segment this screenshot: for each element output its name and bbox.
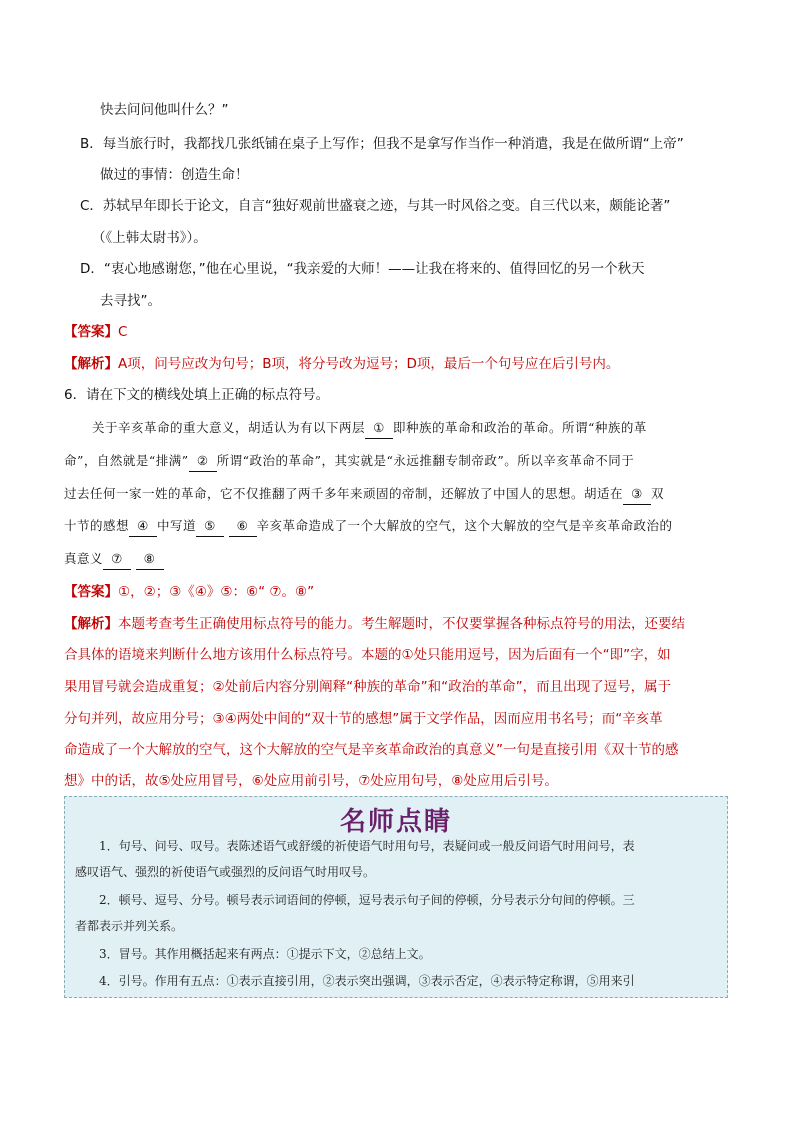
blank-7: ⑦ — [103, 549, 131, 570]
passage-text: 关于辛亥革命的重大意义，胡适认为有以下两层 — [92, 420, 366, 435]
option-b-line2: 做过的事情：创造生命！ — [100, 167, 249, 183]
passage-text: 双 — [651, 486, 665, 501]
passage-line-2 — [64, 451, 634, 472]
q6-analysis-line2: 合具体的语境来判断什么地方该用什么标点符号。本题的①处只能用逗号，因为后面有一个“即”字，如 — [64, 647, 671, 663]
tips-title: 名师点睛 — [339, 807, 452, 837]
analysis-text: A项，问号应改为句号；B项，将分号改为逗号；D项，最后一个句号应在后引号内。 — [118, 356, 620, 372]
analysis-tag: 【解析】 — [64, 616, 118, 632]
passage-text: 中写道 — [157, 518, 197, 533]
option-c-line1: C．苏轼早年即长于论文，自言“独好观前世盛衰之迹，与其一时风俗之变。自三代以来，颇能论著” — [80, 198, 671, 214]
analysis-tag: 【解析】 — [64, 356, 118, 372]
option-d-line1: D．“衷心地感谢您，”他在心里说，“我亲爱的大师！——让我在将来的、值得回忆的另一个秋天 — [80, 261, 645, 277]
answer-value: C — [118, 324, 128, 340]
q6-analysis-line3: 果用冒号就会造成重复；②处前后内容分别阐释“种族的革命”和“政治的革命”，而且出现了逗号，属于 — [64, 679, 672, 695]
passage-text: 真意义 — [64, 551, 104, 566]
q6-analysis-line6: 想》中的话，故⑤处应用冒号，⑥处应用前引号，⑦处应用句号，⑧处应用后引号。 — [64, 773, 558, 789]
q6-analysis-line4: 分句并列，故应用分号；③④两处中间的“双十节的感想”属于文学作品，因而应用书名号；而“辛亥革 — [64, 711, 663, 727]
passage-text: 所谓“政治的革命”，其实就是“永远推翻专制帝政”。所以辛亥革命不同于 — [216, 453, 635, 468]
blank-4: ④ — [129, 516, 157, 537]
analysis-text: 本题考查考生正确使用标点符号的能力。考生解题时，不仅要掌握各种标点符号的用法，还要结 — [118, 616, 685, 632]
tip-3: 3．冒号。其作用概括起来有两点：①提示下文，②总结上文。 — [99, 947, 431, 961]
passage-line-3 — [64, 484, 664, 505]
passage-line-4 — [64, 516, 673, 537]
q6-analysis-line1 — [64, 614, 685, 634]
option-d-line2: 去寻找”。 — [100, 293, 161, 309]
blank-3: ③ — [623, 484, 651, 505]
blank-8: ⑧ — [136, 549, 164, 570]
q5-answer — [64, 322, 127, 342]
passage-line-1 — [92, 418, 647, 439]
passage-text: 命”，自然就是“排满” — [64, 453, 189, 468]
blank-2: ② — [189, 451, 217, 472]
answer-tag: 【答案】 — [64, 324, 118, 340]
q6-answer — [64, 582, 314, 602]
answer-tag: 【答案】 — [64, 584, 118, 600]
blank-5: ⑤ — [196, 516, 224, 537]
passage-text: 过去任何一家一姓的革命，它不仅推翻了两千多年来顽固的帝制，还解放了中国人的思想。胡适在 — [64, 486, 624, 501]
q5-analysis — [64, 354, 619, 374]
passage-line-5 — [64, 549, 164, 570]
option-b-line1: B．每当旅行时，我都找几张纸铺在桌子上写作；但我不是拿写作当作一种消遣，我是在做所谓“上帝” — [80, 136, 684, 152]
q6-analysis-line5: 命造成了一个大解放的空气，这个大解放的空气是辛亥革命政治的真意义”一句是直接引用《双十节的感 — [64, 742, 679, 758]
passage-text: 十节的感想 — [64, 518, 130, 533]
q6-stem: 6．请在下文的横线处填上正确的标点符号。 — [64, 387, 330, 403]
tip-1-line2: 感叹语气、强烈的祈使语气或强烈的反问语气时用叹号。 — [75, 865, 376, 879]
tips-box — [64, 796, 728, 998]
answer-value: ①，②；③《④》⑤：⑥“ ⑦。⑧” — [118, 584, 315, 600]
tip-2-line2: 者都表示并列关系。 — [75, 919, 184, 933]
passage-text: 即种族的革命和政治的革命。所谓“种族的革 — [393, 420, 647, 435]
blank-6: ⑥ — [229, 516, 257, 537]
blank-1: ① — [365, 418, 393, 439]
tip-1-line1: 1．句号、问号、叹号。表陈述语气或舒缓的祈使语气时用句号，表疑问或一般反问语气时用问号，表 — [99, 839, 635, 853]
passage-text: 辛亥革命造成了一个大解放的空气，这个大解放的空气是辛亥革命政治的 — [256, 518, 673, 533]
tip-4: 4．引号。作用有五点：①表示直接引用，②表示突出强调，③表示否定，④表示特定称谓，⑤用来引 — [99, 974, 635, 988]
tip-2-line1: 2．顿号、逗号、分号。顿号表示词语间的停顿，逗号表示句子间的停顿，分号表示分句间的停顿。三 — [99, 893, 635, 907]
option-a-tail: 快去问问他叫什么？” — [100, 102, 229, 118]
option-c-line2: （《上韩太尉书》）。 — [92, 230, 207, 246]
